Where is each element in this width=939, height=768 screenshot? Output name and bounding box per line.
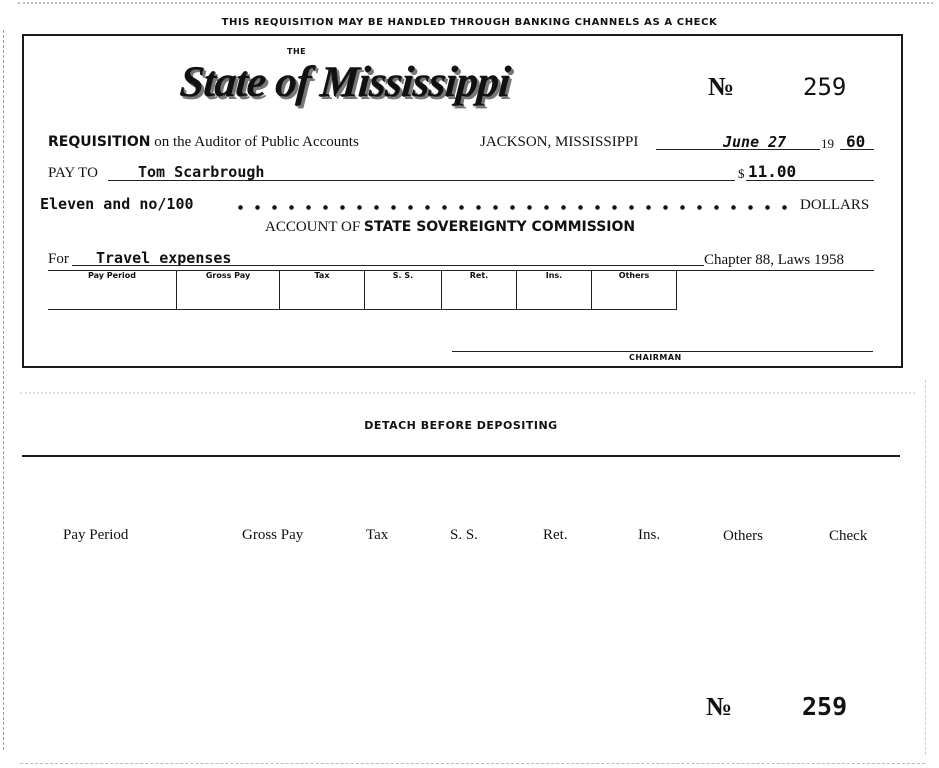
stub-top-line [22,455,900,457]
chapter-ref: Chapter 88, Laws 1958 [704,252,844,268]
purpose: Travel expenses [96,249,232,267]
stub-col-pay-period: Pay Period [63,527,129,543]
state-title: State of Mississippi [178,57,512,106]
amount-fill-dots [232,205,790,210]
city: JACKSON, MISSISSIPPI [480,134,639,150]
stub-number-symbol: № [706,692,733,721]
stub-col-check: Check [829,528,868,544]
number-symbol: № [708,72,735,101]
col-ss: S. S. [392,271,414,280]
col-pay-period: Pay Period [88,271,136,280]
account-line [265,219,635,236]
col-gross-pay: Gross Pay [205,271,251,280]
col-divider [516,271,517,309]
payee-name: Tom Scarbrough [138,163,265,181]
col-divider [176,271,177,309]
col-others: Others [618,271,650,280]
dollars-label: DOLLARS [800,197,870,213]
date-month-day: June 27 [723,133,787,151]
stub-col-others: Others [723,528,763,544]
stub-col-ret: Ret. [543,527,568,543]
requisition-line [48,134,359,151]
table-bottom-line [48,309,677,310]
top-perforation [18,2,933,4]
amount: 11.00 [748,162,797,181]
chairman-label: CHAIRMAN [629,353,682,362]
left-edge [3,30,4,750]
col-divider [364,271,365,309]
for-label: For [48,251,69,267]
stub-check-number: 259 [802,692,848,721]
amount-words: Eleven and no/100 [40,195,194,213]
detach-label: DETACH BEFORE DEPOSITING [364,419,558,432]
account-name: STATE SOVEREIGNTY COMMISSION [363,219,636,235]
requisition-label: REQUISITION [48,134,151,150]
banking-banner: THIS REQUISITION MAY BE HANDLED THROUGH BANKING CHANNELS AS A CHECK [221,17,718,28]
signature-line [452,351,873,352]
right-edge [925,380,926,755]
col-divider [279,271,280,309]
pay-to-label: PAY TO [48,165,98,181]
title-the: THE [287,47,307,56]
col-divider [441,271,442,309]
dollar-sign: $ [738,166,745,181]
bottom-edge [20,763,925,764]
col-divider [676,271,677,309]
stub-col-ss: S. S. [450,527,478,543]
stub-col-gross-pay: Gross Pay [242,527,304,543]
check-number: 259 [803,73,847,101]
detach-perforation [20,392,915,394]
stub-col-tax: Tax [366,527,389,543]
col-tax: Tax [314,271,330,280]
year-prefix: 19 [821,136,834,151]
stub-col-ins: Ins. [638,527,661,543]
year-suffix: 60 [846,132,866,151]
col-divider [591,271,592,309]
col-ret: Ret. [469,271,489,280]
account-prefix: ACCOUNT OF [265,219,361,235]
requisition-text: on the Auditor of Public Accounts [154,134,359,150]
col-ins: Ins. [545,271,563,280]
